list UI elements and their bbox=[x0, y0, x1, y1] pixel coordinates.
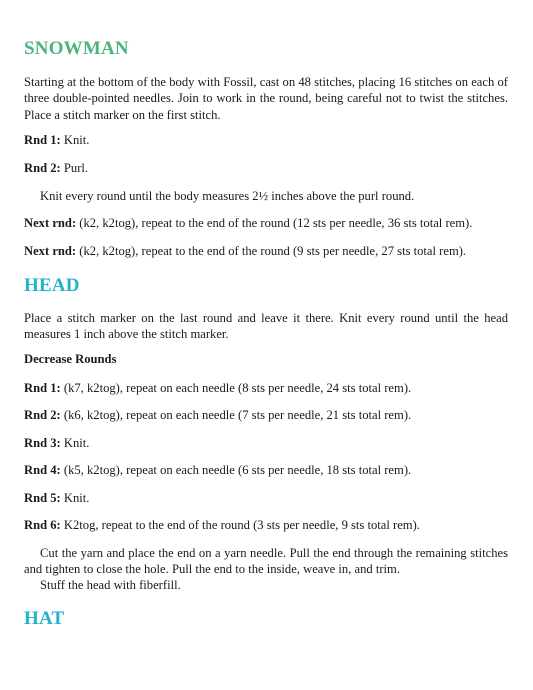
rnd-text: (k7, k2tog), repeat on each needle (8 sts per needle, 24 sts total rem). bbox=[60, 381, 412, 395]
head-rnd-6 bbox=[24, 517, 508, 533]
snowman-next-rnd-1 bbox=[24, 215, 508, 231]
head-rnd-3 bbox=[24, 435, 508, 451]
head-rnd-4 bbox=[24, 462, 508, 478]
rnd-text: Purl. bbox=[60, 161, 89, 175]
snowman-intro-paragraph: Starting at the bottom of the body with Fossil, cast on 48 stitches, placing 16 stitches on each of three double-pointed needles. Join to work in the round, being careful not to twist the stitches. Place a stitch marker on the first stitch. bbox=[24, 75, 508, 122]
snowman-next-rnd-2 bbox=[24, 243, 508, 259]
rnd-label: Rnd 6: bbox=[24, 518, 61, 532]
finish-paragraph: Cut the yarn and place the end on a yarn needle. Pull the end through the remaining stitches and tighten to close the hole. Pull the end to the inside, weave in, and trim. bbox=[24, 546, 508, 577]
hat-heading: HAT bbox=[24, 608, 65, 629]
stuff-head-paragraph: Stuff the head with fiberfill. bbox=[40, 578, 181, 592]
rnd-label: Rnd 1: bbox=[24, 133, 61, 147]
rnd-label: Rnd 3: bbox=[24, 436, 61, 450]
rnd-label: Rnd 2: bbox=[24, 161, 61, 175]
rnd-label: Next rnd: bbox=[24, 216, 77, 230]
rnd-label: Rnd 4: bbox=[24, 463, 61, 477]
rnd-text: (k2, k2tog), repeat to the end of the round (12 sts per needle, 36 sts total rem). bbox=[76, 216, 473, 230]
rnd-label: Rnd 5: bbox=[24, 491, 61, 505]
rnd-text: (k2, k2tog), repeat to the end of the round (9 sts per needle, 27 sts total rem). bbox=[76, 244, 467, 258]
snowman-rnd-1 bbox=[24, 132, 508, 148]
snowman-rnd-2 bbox=[24, 160, 508, 176]
head-rnd-1 bbox=[24, 380, 508, 396]
head-heading: HEAD bbox=[24, 275, 80, 296]
head-rnd-2 bbox=[24, 407, 508, 423]
decrease-rounds-heading: Decrease Rounds bbox=[24, 352, 117, 366]
rnd-label: Next rnd: bbox=[24, 244, 77, 258]
head-rnd-5 bbox=[24, 490, 508, 506]
snowman-heading: SNOWMAN bbox=[24, 38, 129, 59]
knit-every-round-paragraph: Knit every round until the body measures 2½ inches above the purl round. bbox=[40, 189, 415, 203]
rnd-text: (k5, k2tog), repeat on each needle (6 sts per needle, 18 sts total rem). bbox=[60, 463, 412, 477]
rnd-label: Rnd 2: bbox=[24, 408, 61, 422]
rnd-text: Knit. bbox=[60, 436, 90, 450]
rnd-text: (k6, k2tog), repeat on each needle (7 sts per needle, 21 sts total rem). bbox=[60, 408, 412, 422]
rnd-text: Knit. bbox=[60, 133, 90, 147]
head-intro-paragraph: Place a stitch marker on the last round and leave it there. Knit every round until the head measures 1 inch above the stitch marker. bbox=[24, 311, 508, 342]
rnd-text: Knit. bbox=[60, 491, 90, 505]
rnd-text: K2tog, repeat to the end of the round (3 sts per needle, 9 sts total rem). bbox=[60, 518, 420, 532]
rnd-label: Rnd 1: bbox=[24, 381, 61, 395]
